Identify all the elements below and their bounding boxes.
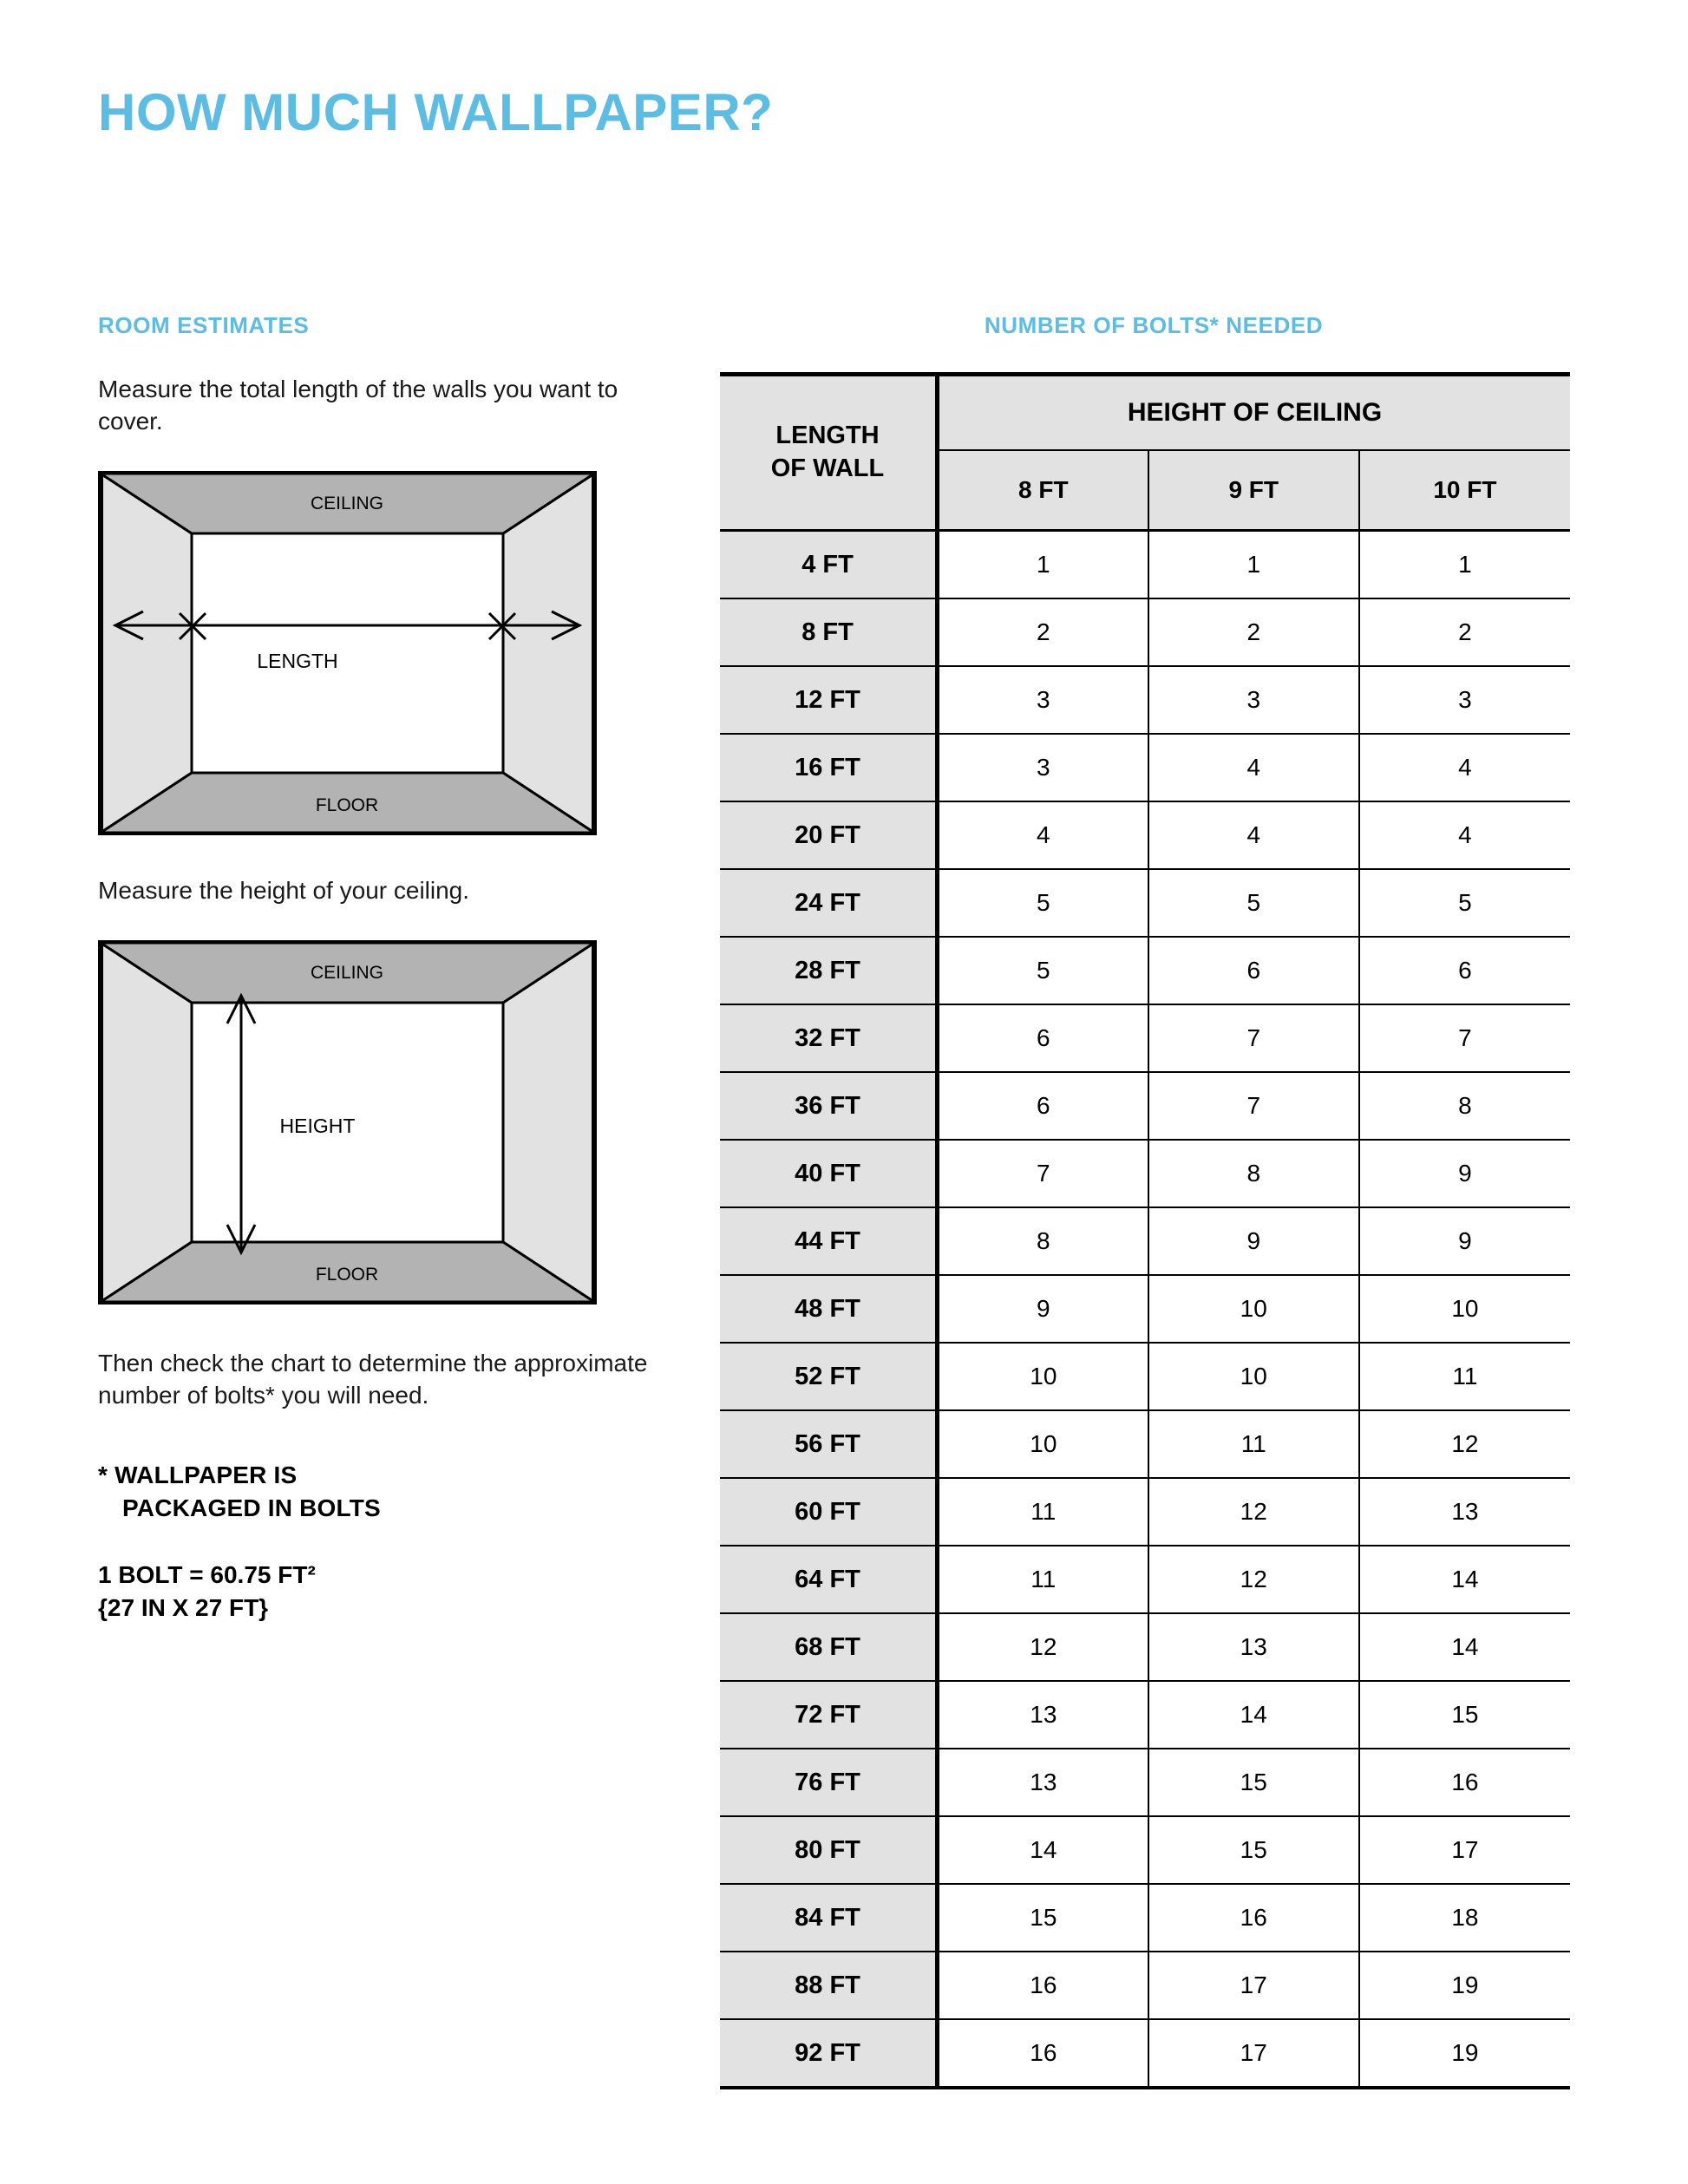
room-height-diagram — [98, 940, 597, 1305]
cell-10ft: 19 — [1359, 1952, 1570, 2019]
room-length-diagram — [98, 471, 597, 835]
row-label: 88 FT — [720, 1952, 938, 2019]
bolts-table-wrap — [720, 372, 1587, 2089]
table-row — [720, 598, 1570, 666]
cell-10ft: 9 — [1359, 1207, 1570, 1275]
cell-8ft: 5 — [938, 937, 1148, 1004]
cell-9ft: 3 — [1148, 666, 1359, 734]
cell-8ft: 12 — [938, 1613, 1148, 1681]
svg-text:FLOOR: FLOOR — [315, 794, 379, 815]
bolt-size-block — [98, 1559, 653, 1625]
cell-10ft: 13 — [1359, 1478, 1570, 1546]
table-row — [720, 666, 1570, 734]
page-title: HOW MUCH WALLPAPER? — [98, 83, 774, 141]
table-row — [720, 1478, 1570, 1546]
cell-10ft: 14 — [1359, 1546, 1570, 1613]
cell-10ft: 1 — [1359, 531, 1570, 599]
bolts-table-body — [720, 531, 1570, 2089]
cell-9ft: 10 — [1148, 1343, 1359, 1410]
bolt-size-line-1: 1 BOLT = 60.75 FT² — [98, 1561, 316, 1589]
table-row — [720, 734, 1570, 801]
table-row — [720, 1004, 1570, 1072]
cell-9ft: 7 — [1148, 1004, 1359, 1072]
cell-9ft: 4 — [1148, 801, 1359, 869]
table-row — [720, 869, 1570, 937]
cell-9ft: 13 — [1148, 1613, 1359, 1681]
row-label: 84 FT — [720, 1884, 938, 1952]
row-label: 56 FT — [720, 1410, 938, 1478]
cell-10ft: 17 — [1359, 1816, 1570, 1884]
step-3-text: Then check the chart to determine the approximate number of bolts* you will need. — [98, 1349, 648, 1409]
cell-9ft: 9 — [1148, 1207, 1359, 1275]
row-label: 16 FT — [720, 734, 938, 801]
cell-9ft: 12 — [1148, 1478, 1359, 1546]
row-label: 36 FT — [720, 1072, 938, 1140]
footnote-block — [98, 1459, 653, 1625]
room-estimates-section — [98, 312, 653, 1625]
table-row — [720, 1952, 1570, 2019]
table-row — [720, 1749, 1570, 1816]
height-of-ceiling-header: HEIGHT OF CEILING — [938, 375, 1571, 451]
row-label: 44 FT — [720, 1207, 938, 1275]
cell-8ft: 3 — [938, 666, 1148, 734]
col-header-10ft: 10 FT — [1359, 450, 1570, 531]
footnote-line-2: PACKAGED IN BOLTS — [122, 1494, 381, 1521]
cell-10ft: 11 — [1359, 1343, 1570, 1410]
cell-10ft: 8 — [1359, 1072, 1570, 1140]
svg-text:HEIGHT: HEIGHT — [279, 1114, 356, 1137]
cell-10ft: 9 — [1359, 1140, 1570, 1207]
row-label: 52 FT — [720, 1343, 938, 1410]
footnote-line-1: * WALLPAPER IS — [98, 1461, 298, 1488]
cell-9ft: 2 — [1148, 598, 1359, 666]
table-row — [720, 1410, 1570, 1478]
cell-8ft: 14 — [938, 1816, 1148, 1884]
cell-9ft: 8 — [1148, 1140, 1359, 1207]
cell-9ft: 5 — [1148, 869, 1359, 937]
col-header-9ft: 9 FT — [1148, 450, 1359, 531]
table-row — [720, 937, 1570, 1004]
cell-9ft: 7 — [1148, 1072, 1359, 1140]
col-header-8ft: 8 FT — [938, 450, 1148, 531]
cell-8ft: 13 — [938, 1681, 1148, 1749]
cell-10ft: 16 — [1359, 1749, 1570, 1816]
svg-text:CEILING: CEILING — [310, 493, 384, 513]
cell-10ft: 4 — [1359, 801, 1570, 869]
row-label: 72 FT — [720, 1681, 938, 1749]
cell-8ft: 16 — [938, 1952, 1148, 2019]
length-of-wall-header — [720, 375, 938, 531]
cell-8ft: 1 — [938, 531, 1148, 599]
cell-8ft: 6 — [938, 1004, 1148, 1072]
row-label: 68 FT — [720, 1613, 938, 1681]
table-row — [720, 1343, 1570, 1410]
table-row — [720, 1072, 1570, 1140]
bolts-table-heading: NUMBER OF BOLTS* NEEDED — [984, 312, 1324, 338]
bolts-table-section — [720, 312, 1587, 2089]
table-row — [720, 1681, 1570, 1749]
cell-9ft: 17 — [1148, 2019, 1359, 2088]
cell-8ft: 5 — [938, 869, 1148, 937]
bolt-size-line-2: {27 IN X 27 FT} — [98, 1594, 269, 1622]
row-label: 28 FT — [720, 937, 938, 1004]
row-label: 80 FT — [720, 1816, 938, 1884]
row-label: 12 FT — [720, 666, 938, 734]
cell-9ft: 1 — [1148, 531, 1359, 599]
row-label: 8 FT — [720, 598, 938, 666]
svg-text:LENGTH: LENGTH — [257, 649, 338, 672]
cell-8ft: 6 — [938, 1072, 1148, 1140]
step-1-text: Measure the total length of the walls you want to cover. — [98, 376, 618, 435]
cell-9ft: 12 — [1148, 1546, 1359, 1613]
cell-10ft: 7 — [1359, 1004, 1570, 1072]
table-row — [720, 1546, 1570, 1613]
cell-10ft: 18 — [1359, 1884, 1570, 1952]
cell-10ft: 3 — [1359, 666, 1570, 734]
svg-text:CEILING: CEILING — [310, 962, 384, 983]
cell-9ft: 14 — [1148, 1681, 1359, 1749]
length-of-wall-line2: OF WALL — [770, 454, 885, 482]
cell-9ft: 15 — [1148, 1749, 1359, 1816]
cell-9ft: 4 — [1148, 734, 1359, 801]
cell-10ft: 5 — [1359, 869, 1570, 937]
table-row — [720, 2019, 1570, 2088]
row-label: 48 FT — [720, 1275, 938, 1343]
cell-9ft: 16 — [1148, 1884, 1359, 1952]
cell-10ft: 4 — [1359, 734, 1570, 801]
room-estimates-heading: ROOM ESTIMATES — [98, 312, 310, 338]
cell-8ft: 7 — [938, 1140, 1148, 1207]
cell-8ft: 11 — [938, 1478, 1148, 1546]
table-row — [720, 1140, 1570, 1207]
table-row — [720, 1884, 1570, 1952]
table-row — [720, 1275, 1570, 1343]
cell-9ft: 11 — [1148, 1410, 1359, 1478]
cell-10ft: 2 — [1359, 598, 1570, 666]
row-label: 60 FT — [720, 1478, 938, 1546]
row-label: 20 FT — [720, 801, 938, 869]
row-label: 76 FT — [720, 1749, 938, 1816]
cell-8ft: 16 — [938, 2019, 1148, 2088]
cell-8ft: 15 — [938, 1884, 1148, 1952]
cell-8ft: 9 — [938, 1275, 1148, 1343]
cell-9ft: 15 — [1148, 1816, 1359, 1884]
cell-10ft: 6 — [1359, 937, 1570, 1004]
cell-10ft: 15 — [1359, 1681, 1570, 1749]
bolts-table-head — [720, 375, 1570, 531]
cell-9ft: 6 — [1148, 937, 1359, 1004]
cell-8ft: 2 — [938, 598, 1148, 666]
bolts-table — [720, 372, 1570, 2089]
row-label: 40 FT — [720, 1140, 938, 1207]
cell-8ft: 13 — [938, 1749, 1148, 1816]
table-row — [720, 1207, 1570, 1275]
cell-10ft: 12 — [1359, 1410, 1570, 1478]
table-row — [720, 531, 1570, 599]
cell-8ft: 11 — [938, 1546, 1148, 1613]
cell-8ft: 3 — [938, 734, 1148, 801]
cell-10ft: 10 — [1359, 1275, 1570, 1343]
svg-text:FLOOR: FLOOR — [315, 1264, 379, 1285]
row-label: 64 FT — [720, 1546, 938, 1613]
length-of-wall-line1: LENGTH — [775, 422, 880, 450]
table-row — [720, 1613, 1570, 1681]
cell-10ft: 19 — [1359, 2019, 1570, 2088]
cell-9ft: 10 — [1148, 1275, 1359, 1343]
table-row — [720, 801, 1570, 869]
cell-8ft: 10 — [938, 1410, 1148, 1478]
table-row — [720, 1816, 1570, 1884]
row-label: 92 FT — [720, 2019, 938, 2088]
cell-8ft: 4 — [938, 801, 1148, 869]
cell-10ft: 14 — [1359, 1613, 1570, 1681]
row-label: 24 FT — [720, 869, 938, 937]
row-label: 32 FT — [720, 1004, 938, 1072]
row-label: 4 FT — [720, 531, 938, 599]
cell-9ft: 17 — [1148, 1952, 1359, 2019]
cell-8ft: 10 — [938, 1343, 1148, 1410]
cell-8ft: 8 — [938, 1207, 1148, 1275]
step-2-text: Measure the height of your ceiling. — [98, 876, 470, 904]
table-header-row-group — [720, 375, 1570, 451]
